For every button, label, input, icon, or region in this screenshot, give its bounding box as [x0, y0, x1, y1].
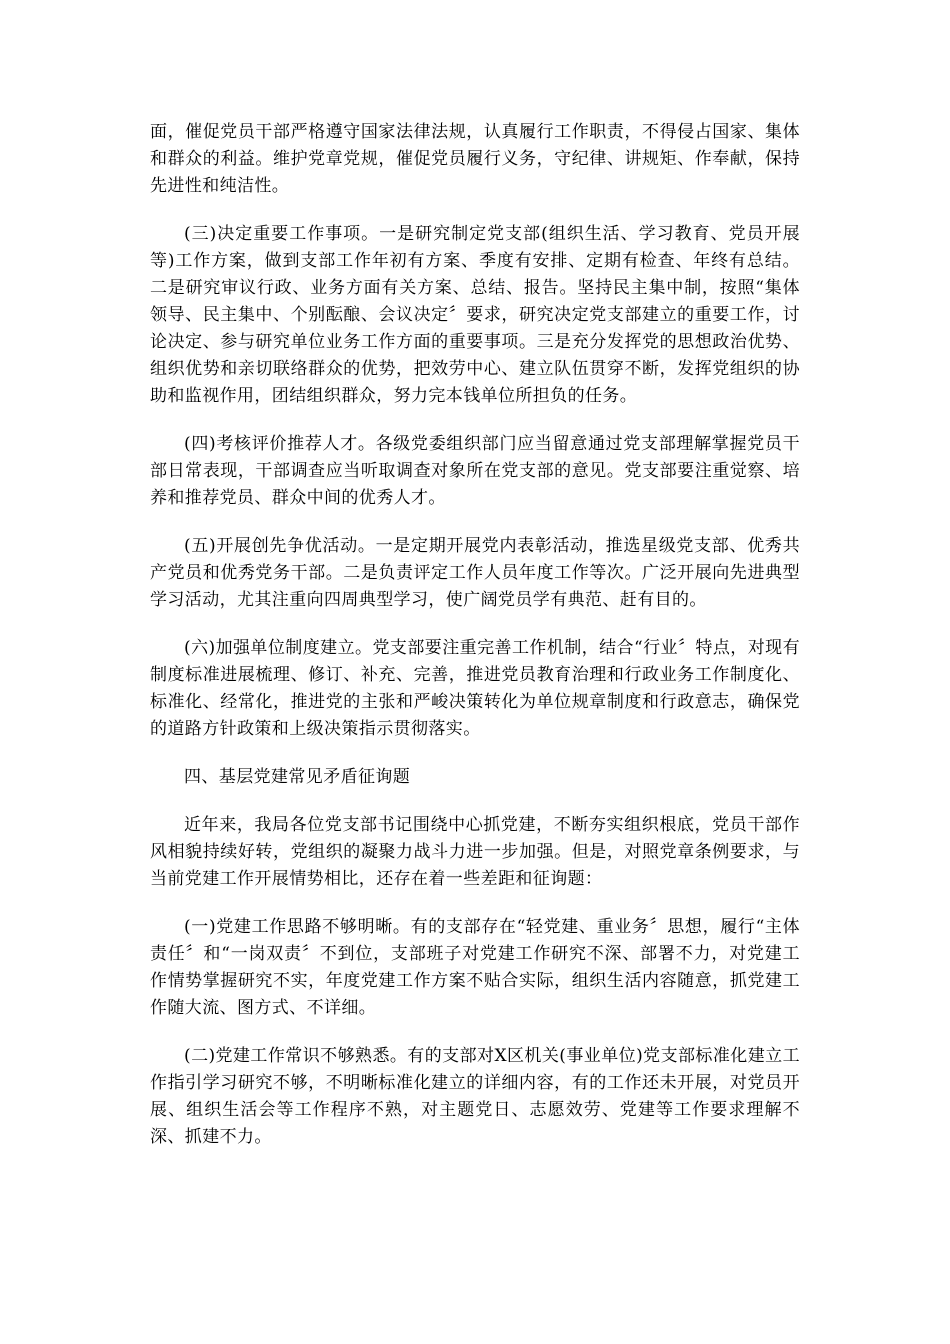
paragraph-recent-years-overview: 近年来，我局各位党支部书记围绕中心抓党建，不断夯实组织根底，党员干部作风相貌持续好转，党组织的凝聚力战斗力进一步加强。但是，对照党章条例要求，与当前党建工作开展情势相比，还存在着一些差距和征询题：	[150, 815, 800, 889]
section-heading-common-problems: 四、基层党建常见矛盾征询题	[184, 767, 411, 787]
document-body	[150, 119, 800, 1172]
paragraph-duty-continuation: 面，催促党员干部严格遵守国家法律法规，认真履行工作职责，不得侵占国家、集体和群众的利益。维护党章党规，催促党员履行义务，守纪律、讲规矩、作奉献，保持先进性和纯洁性。	[150, 122, 800, 196]
paragraph-unclear-work-approach: (一)党建工作思路不够明晰。有的支部存在“轻党建、重业务〞思想，履行“主体责任〞和“一岗双责〞不到位，支部班子对党建工作研究不深、部署不力，对党建工作情势掌握研究不实，年度党建工作方案不贴合实际，组织生活内容随意，抓党建工作随大流、图方式、不详细。	[150, 917, 800, 1018]
paragraph-institution-building: (六)加强单位制度建立。党支部要注重完善工作机制，结合“行业〞特点，对现有制度标准进展梳理、修订、补充、完善，推进党员教育治理和行政业务工作制度化、标准化、经常化，推进党的主张和严峻决策转化为单位规章制度和行政意志，确保党的道路方针政策和上级决策指示贯彻落实。	[150, 638, 800, 739]
paragraph-unfamiliar-knowledge: (二)党建工作常识不够熟悉。有的支部对X区机关(事业单位)党支部标准化建立工作指引学习研究不够，不明晰标准化建立的详细内容，有的工作还未开展，对党员开展、组织生活会等工作程序不熟，对主题党日、志愿效劳、党建等工作要求理解不深、抓建不力。	[150, 1046, 800, 1147]
paragraph-decide-important-matters: (三)决定重要工作事项。一是研究制定党支部(组织生活、学习教育、党员开展等)工作方案，做到支部工作年初有方案、季度有安排、定期有检查、年终有总结。二是研究审议行政、业务方面有关方案、总结、报告。坚持民主集中制，按照“集体领导、民主集中、个别酝酿、会议决定〞要求，研究决定党支部建立的重要工作，讨论决定、参与研究单位业务工作方面的重要事项。三是充分发挥党的思想政治优势、组织优势和亲切联络群众的优势，把效劳中心、建立队伍贯穿不断，发挥党组织的协助和监视作用，团结组织群众，努力完本钱单位所担负的任务。	[150, 224, 800, 406]
paragraph-evaluate-recommend-talent: (四)考核评价推荐人才。各级党委组织部门应当留意通过党支部理解掌握党员干部日常表现，干部调查应当听取调查对象所在党支部的意见。党支部要注重觉察、培养和推荐党员、群众中间的优秀人才。	[150, 434, 800, 508]
paragraph-excellence-activities: (五)开展创先争优活动。一是定期开展党内表彰活动，推选星级党支部、优秀共产党员和优秀党务干部。二是负责评定工作人员年度工作等次。广泛开展向先进典型学习活动，尤其注重向四周典型学习，使广阔党员学有典范、赶有目的。	[150, 536, 800, 610]
